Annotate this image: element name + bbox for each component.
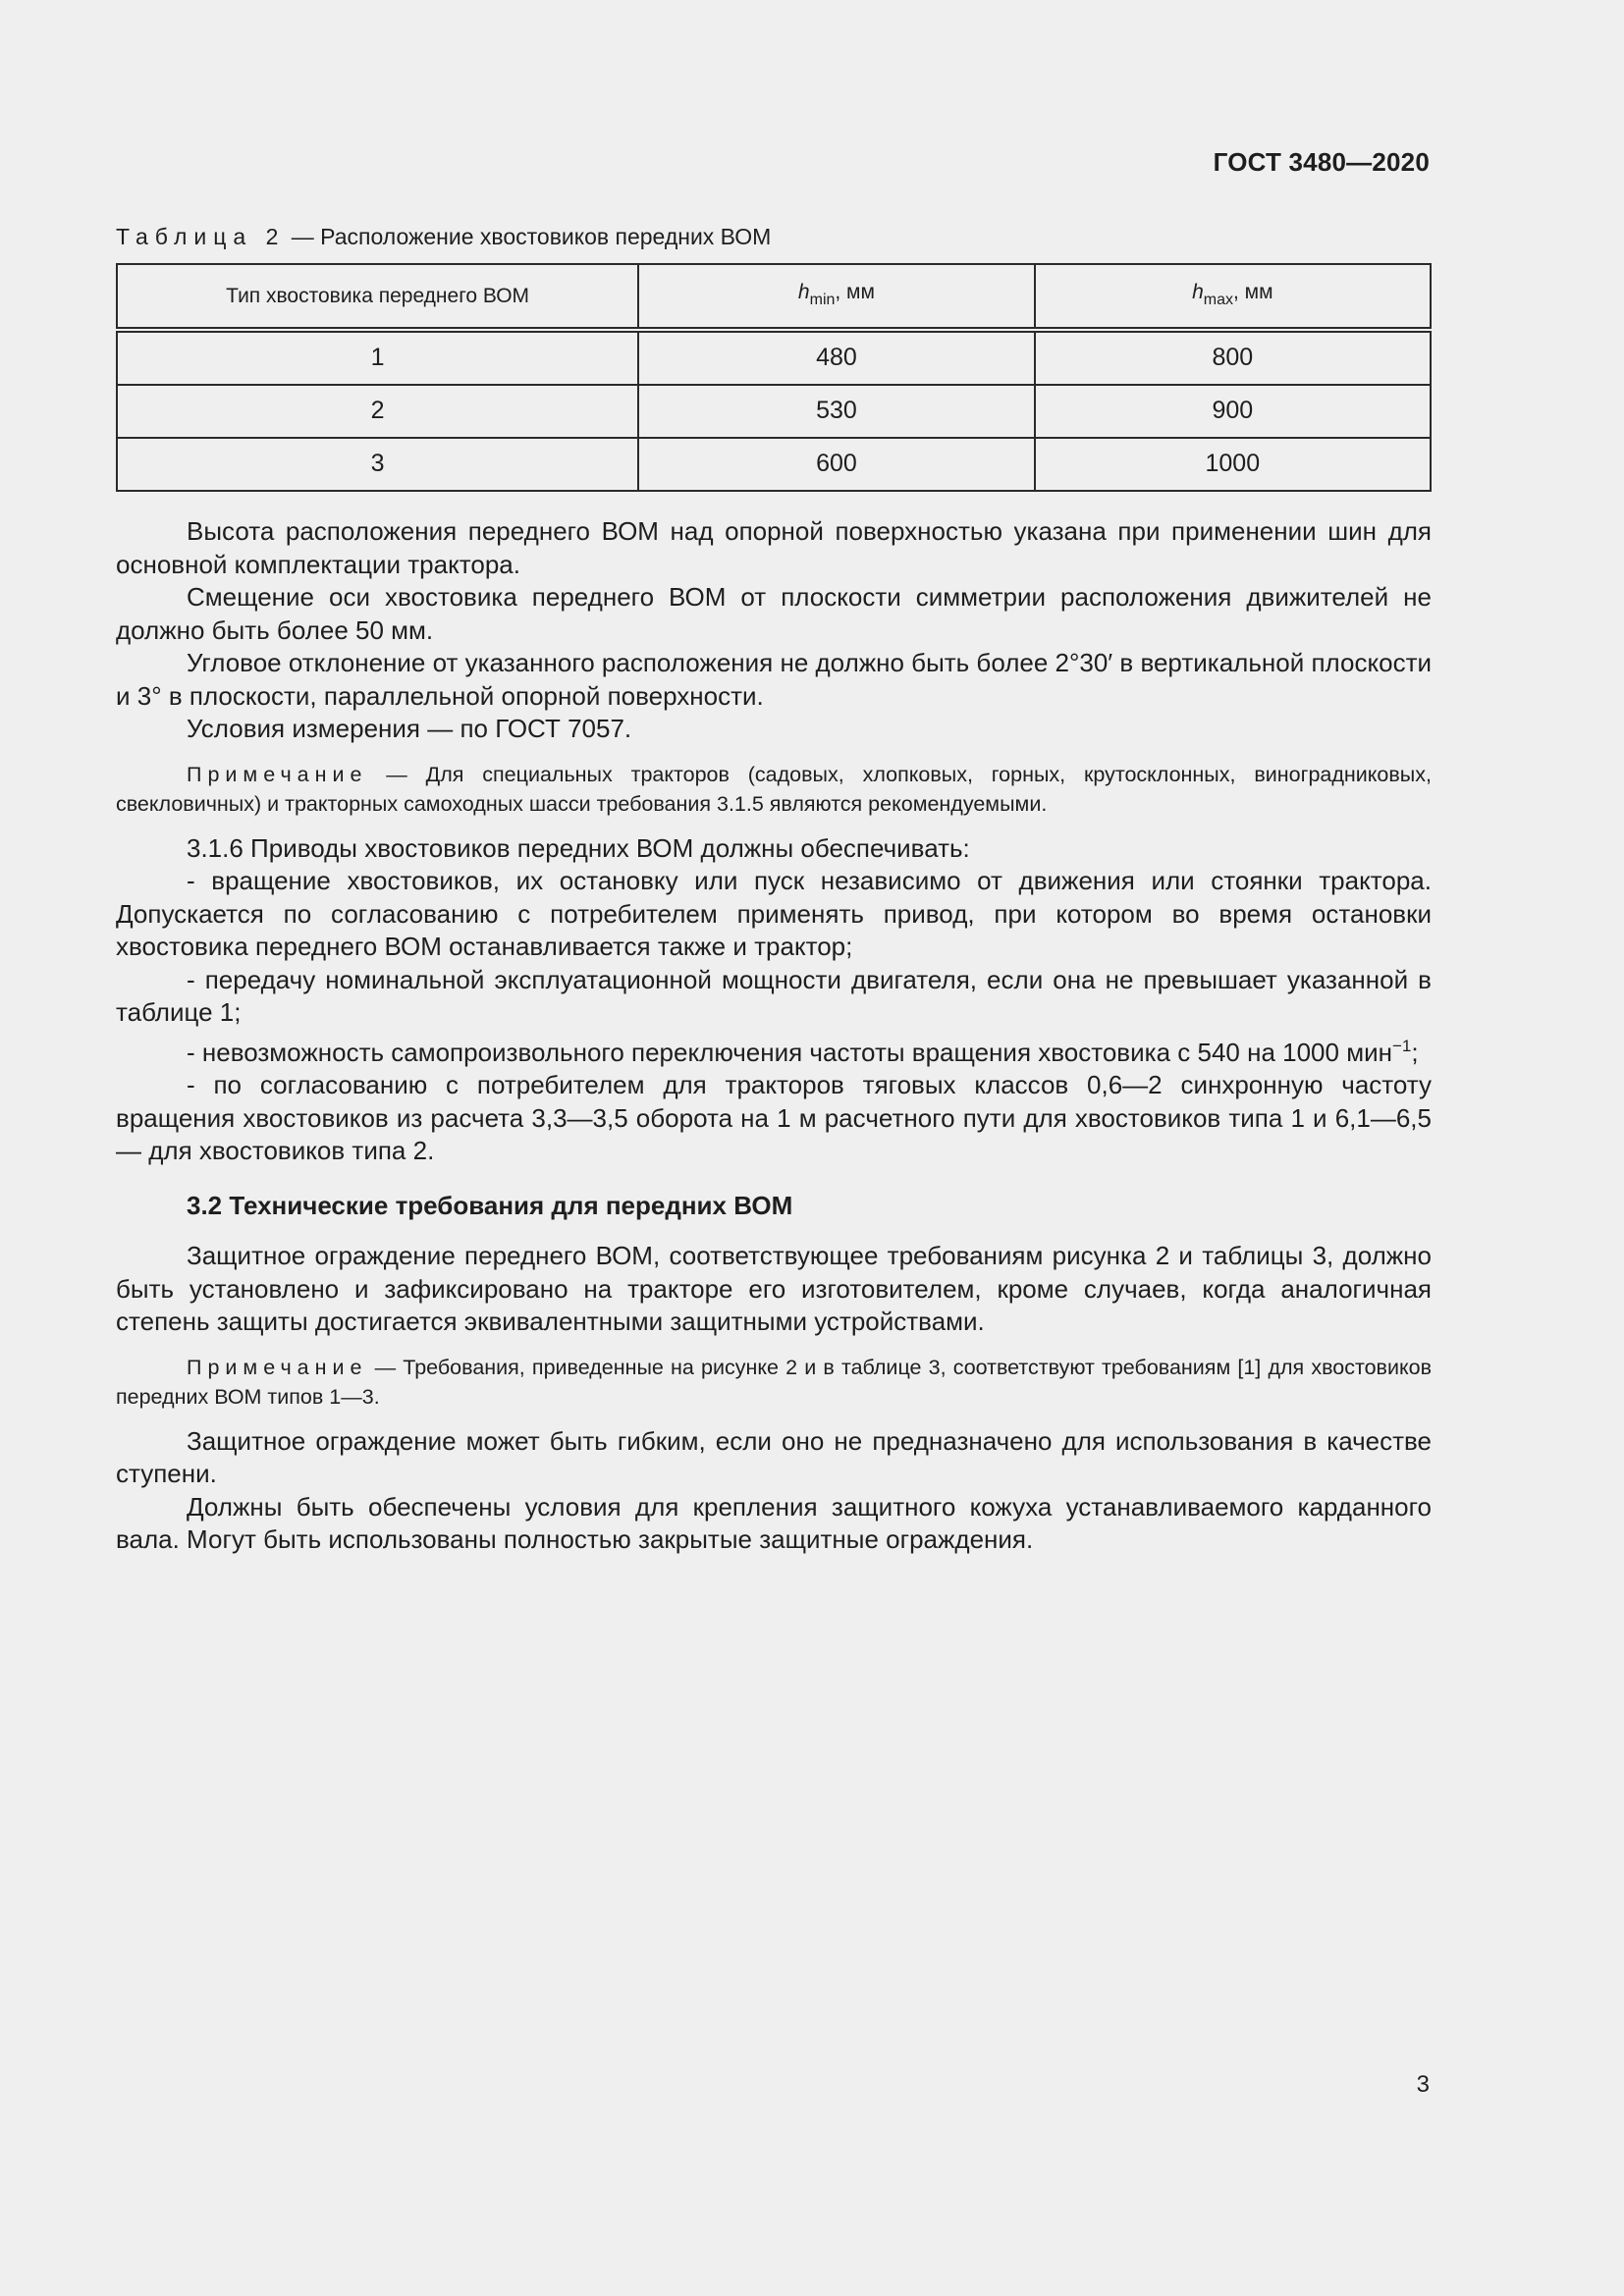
table-row bbox=[117, 438, 1431, 491]
cell-hmax: 1000 bbox=[1035, 438, 1431, 491]
table-caption-text: — Расположение хвостовиков передних ВОМ bbox=[285, 224, 772, 249]
paragraph-flexible-guard: Защитное ограждение может быть гибким, если оно не предназначено для использования в качестве ступени. bbox=[116, 1425, 1432, 1488]
paragraph-guard: Защитное ограждение переднего ВОМ, соответствующее требованиям рисунка 2 и таблицы 3, должно быть установлено и зафиксировано на тракторе его изготовителем, кроме случаев, когда аналогичная степень защиты достигается эквивалентными защитными устройствами. bbox=[116, 1241, 1432, 1336]
header-hmax-symbol: h bbox=[1192, 280, 1204, 303]
header-hmin-symbol: h bbox=[797, 280, 810, 303]
cell-type: 2 bbox=[117, 385, 638, 438]
paragraph-measurement: Условия измерения — по ГОСТ 7057. bbox=[187, 714, 632, 743]
header-hmax-unit: , мм bbox=[1232, 280, 1273, 303]
note-label: Примечание bbox=[187, 1355, 368, 1379]
paragraph-cardan-shaft: Должны быть обеспечены условия для крепления защитного кожуха устанавливаемого карданного вала. Могут быть использованы полностью закрытые защитные ограждения. bbox=[116, 1491, 1432, 1554]
page-number: 3 bbox=[1416, 2071, 1430, 2098]
cell-type: 1 bbox=[117, 330, 638, 385]
header-hmin bbox=[638, 264, 1034, 330]
list-item-switching-text: - невозможность самопроизвольного переключения частоты вращения хвостовика с 540 на 1000 мин bbox=[187, 1037, 1392, 1067]
paragraph-angle: Угловое отклонение от указанного расположения не должно быть более 2°30′ в вертикальной плоскости и 3° в плоскости, параллельной опорной поверхности. bbox=[116, 648, 1432, 711]
document-code: ГОСТ 3480—2020 bbox=[1213, 147, 1430, 177]
note-text: — Для специальных тракторов (садовых, хлопковых, горных, крутосклонных, виноградниковых, свекловичных) и тракторных самоходных шасси требования 3.1.5 являются рекомендуемыми. bbox=[116, 762, 1432, 816]
cell-hmin: 480 bbox=[638, 330, 1034, 385]
list-item-power: - передачу номинальной эксплуатационной мощности двигателя, если она не превышает указанной в таблице 1; bbox=[116, 964, 1432, 1027]
note-label: Примечание bbox=[187, 762, 368, 786]
list-item-switching-end: ; bbox=[1411, 1037, 1419, 1067]
document-content bbox=[116, 222, 1432, 1557]
list-item-rotation: - вращение хвостовиков, их остановку или пуск независимо от движения или стоянки трактора. Допускается по согласованию с потребителем применять привод, при котором во время остановки хвостовика переднего ВОМ останавливается также и трактор; bbox=[116, 866, 1432, 961]
cell-type: 3 bbox=[117, 438, 638, 491]
header-hmax-subscript: max bbox=[1203, 291, 1233, 308]
header-shaft-type: Тип хвостовика переднего ВОМ bbox=[117, 264, 638, 330]
list-item-synchronous: - по согласованию с потребителем для тракторов тяговых классов 0,6—2 синхронную частоту вращения хвостовиков из расчета 3,3—3,5 оборота на 1 м расчетного пути для хвостовиков типа 1 и 6,1—6,5 — для хвостовиков типа 2. bbox=[116, 1070, 1432, 1165]
table-row bbox=[117, 330, 1431, 385]
paragraph-offset: Смещение оси хвостовика переднего ВОМ от плоскости симметрии расположения движителей не должно быть более 50 мм. bbox=[116, 582, 1432, 645]
note-special-tractors bbox=[116, 760, 1432, 819]
section-title-3-2: 3.2 Технические требования для передних ВОМ bbox=[187, 1190, 793, 1220]
pto-position-table bbox=[116, 263, 1432, 492]
paragraph-3-1-6: 3.1.6 Приводы хвостовиков передних ВОМ должны обеспечивать: bbox=[187, 832, 970, 863]
unit-exponent: −1 bbox=[1391, 1036, 1412, 1055]
table-row bbox=[117, 385, 1431, 438]
cell-hmin: 600 bbox=[638, 438, 1034, 491]
cell-hmin: 530 bbox=[638, 385, 1034, 438]
header-hmin-unit: , мм bbox=[835, 280, 875, 303]
paragraph-height: Высота расположения переднего ВОМ над опорной поверхностью указана при применении шин для основной комплектации трактора. bbox=[116, 516, 1432, 579]
table-header-row bbox=[117, 264, 1431, 330]
table-caption-label: Таблица 2 bbox=[116, 224, 286, 249]
header-hmax bbox=[1035, 264, 1431, 330]
header-hmin-subscript: min bbox=[809, 291, 836, 308]
table-caption bbox=[116, 222, 1432, 251]
list-item-switching bbox=[116, 1030, 1432, 1070]
cell-hmax: 900 bbox=[1035, 385, 1431, 438]
cell-hmax: 800 bbox=[1035, 330, 1431, 385]
note-requirements bbox=[116, 1353, 1432, 1412]
note-text: — Требования, приведенные на рисунке 2 и в таблице 3, соответствуют требованиям [1] для хвостовиков передних ВОМ типов 1—3. bbox=[116, 1355, 1432, 1409]
